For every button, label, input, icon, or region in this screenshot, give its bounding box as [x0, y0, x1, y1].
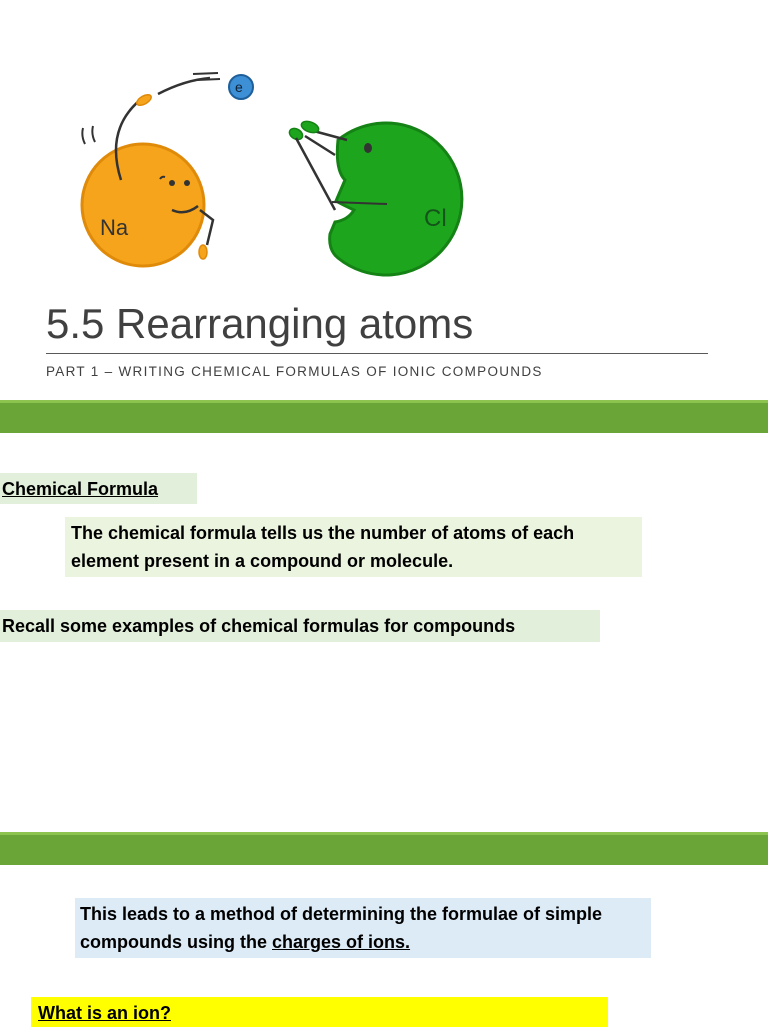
sodium-atom [82, 73, 220, 266]
charges-of-ions-text: charges of ions. [272, 932, 411, 952]
section-divider-band [0, 400, 768, 433]
chlorine-label: Cl [424, 205, 447, 232]
section-heading-chemical-formula: Chemical Formula [0, 473, 197, 504]
page-title: 5.5 Rearranging atoms [46, 300, 474, 347]
method-box [75, 898, 651, 958]
motion-lines-icon [82, 126, 95, 144]
title-divider [46, 353, 708, 354]
electron [229, 75, 253, 99]
section-divider-band [0, 832, 768, 865]
electron-label: e [235, 79, 243, 95]
chlorine-atom [287, 119, 461, 275]
ion-question: What is an ion? [31, 997, 608, 1027]
sodium-label: Na [100, 215, 129, 240]
recall-prompt: Recall some examples of chemical formulas for compounds [0, 610, 600, 642]
definition-box: The chemical formula tells us the number of atoms of each element present in a compound or molecule. [65, 517, 642, 577]
method-text: This leads to a method of determining the formulae of simple compounds using the [80, 904, 603, 952]
page-subtitle: PART 1 – WRITING CHEMICAL FORMULAS OF IONIC COMPOUNDS [46, 364, 543, 379]
sodium-chlorine-illustration [60, 60, 520, 280]
